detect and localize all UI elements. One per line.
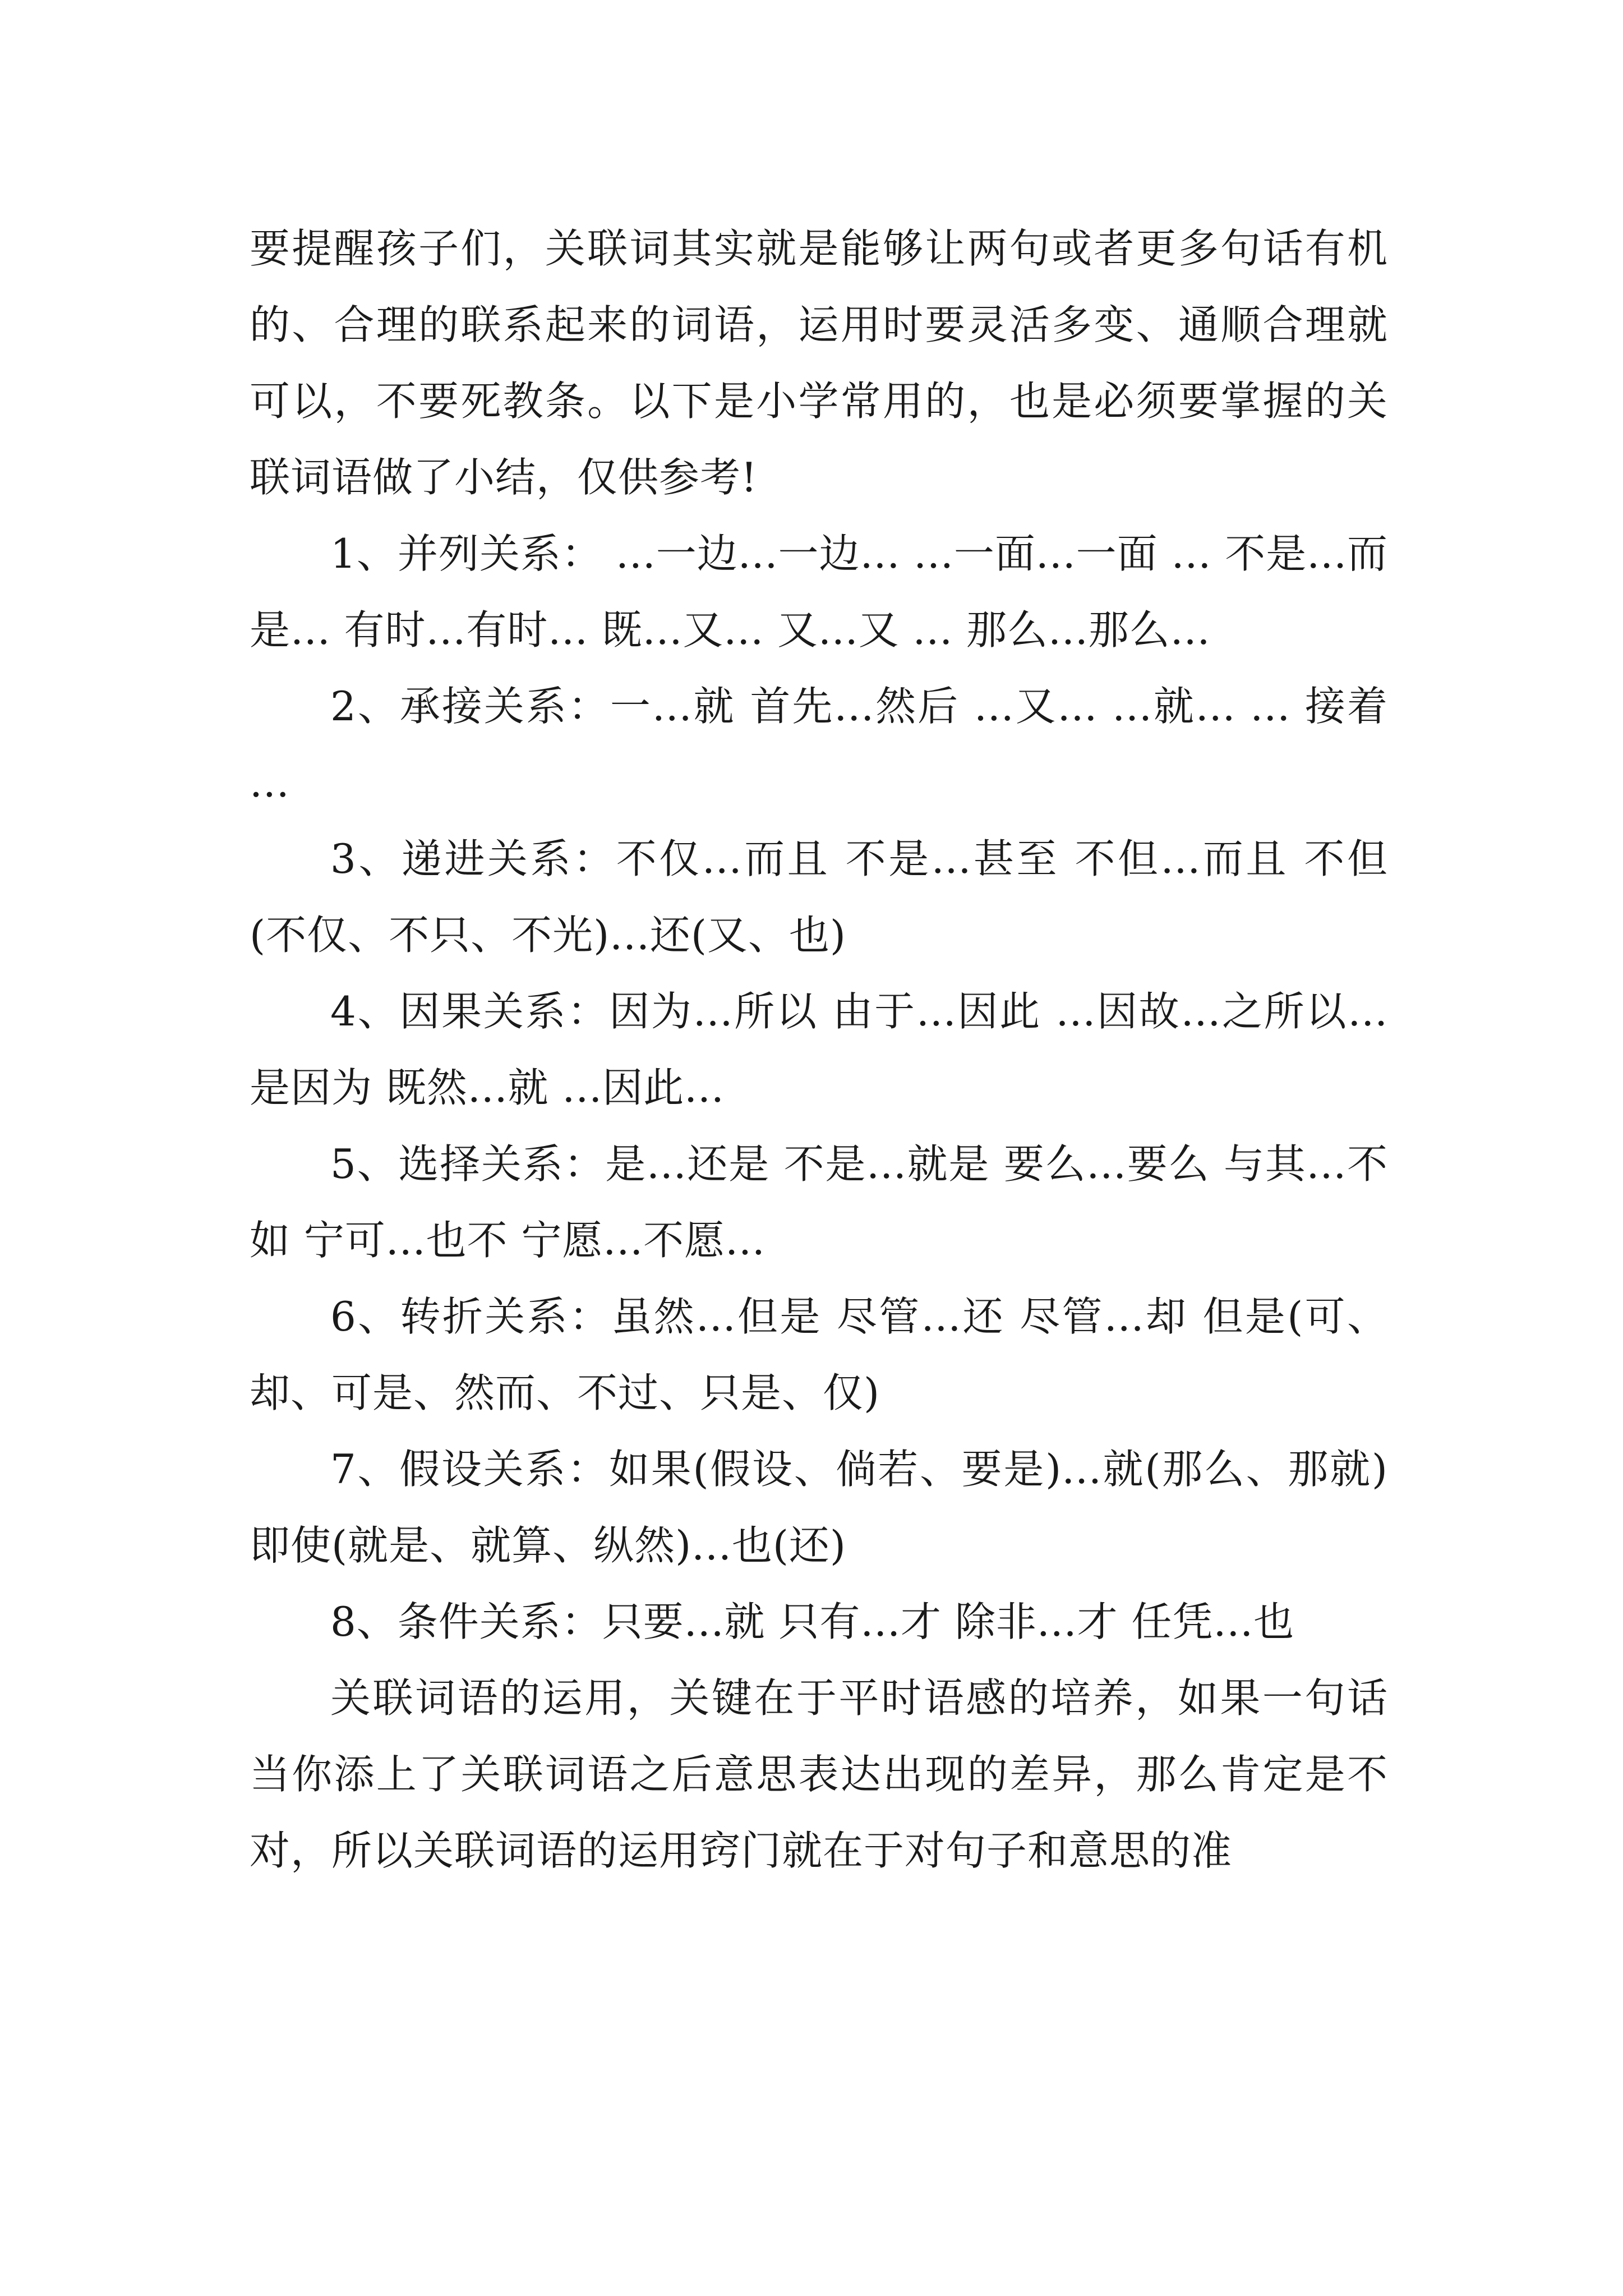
document-body <box>250 210 1401 1889</box>
list-item-parallel: 1、并列关系： ...一边...一边... ...一面...一面 ... 不是...而是... 有时...有时... 既...又... 又...又 ... 那么...那么... <box>250 530 1388 654</box>
closing-paragraph: 关联词语的运用，关键在于平时语感的培养，如果一句话当你添上了关联词语之后意思表达出现的差异，那么肯定是不对，所以关联词语的运用窍门就在于对句子和意思的准 <box>250 1674 1388 1874</box>
list-item-succession: 2、承接关系：一...就 首先...然后 ...又... ...就... ... 接着 ... <box>250 683 1401 806</box>
list-item-adversative: 6、转折关系：虽然...但是 尽管...还 尽管...却 但是(可、却、可是、然而、不过、只是、仅) <box>250 1293 1388 1416</box>
list-item-hypothetical: 7、假设关系：如果(假设、倘若、要是)...就(那么、那就) 即使(就是、就算、纵然)...也(还) <box>250 1446 1401 1569</box>
list-item-progressive: 3、递进关系：不仅...而且 不是...甚至 不但...而且 不但(不仅、不只、不光)...还(又、也) <box>250 835 1388 959</box>
list-item-choice: 5、选择关系：是...还是 不是...就是 要么...要么 与其...不如 宁可...也不 宁愿...不愿... <box>250 1140 1388 1264</box>
list-item-conditional: 8、条件关系：只要...就 只有...才 除非...才 任凭...也 <box>330 1598 1295 1645</box>
list-item-causal: 4、因果关系：因为...所以 由于...因此 ...因故...之所以...是因为 既然...就 ...因此... <box>250 988 1388 1111</box>
intro-paragraph: 要提醒孩子们，关联词其实就是能够让两句或者更多句话有机的、合理的联系起来的词语，运用时要灵活多变、通顺合理就可以，不要死教条。以下是小学常用的，也是必须要掌握的关联词语做了小结，仅供参考! <box>250 225 1388 501</box>
